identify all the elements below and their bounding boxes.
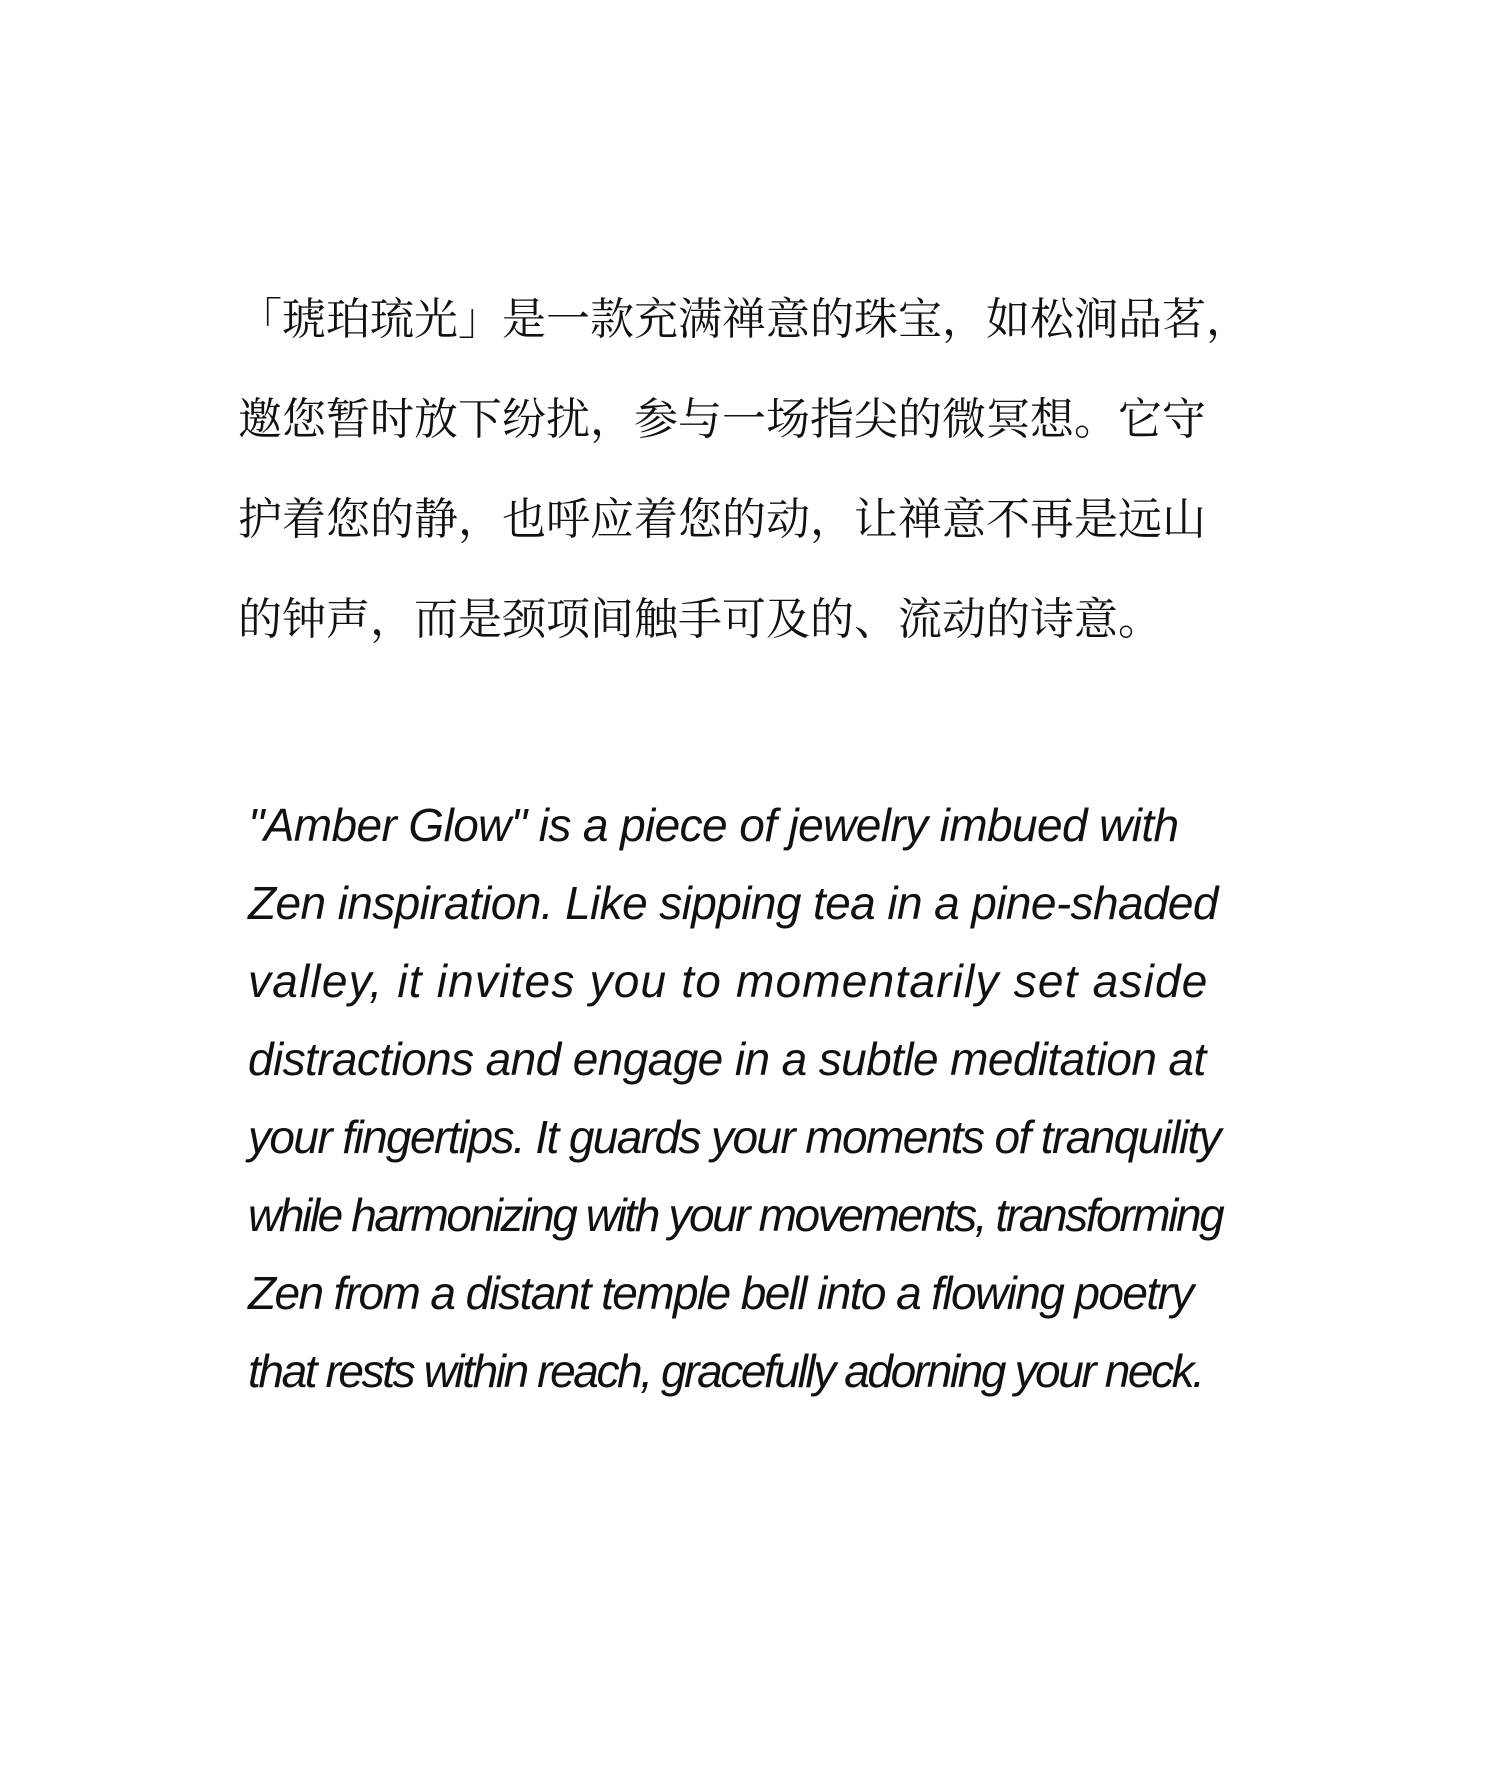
english-line-1: "Amber Glow" is a piece of jewelry imbued with bbox=[248, 799, 1179, 851]
english-line-5: your fingertips. It guards your moments of tranquility bbox=[248, 1111, 1221, 1163]
english-line-3: valley, it invites you to momentarily set aside bbox=[248, 955, 1209, 1007]
chinese-line-4: 的钟声，而是颈项间触手可及的、流动的诗意。 bbox=[238, 594, 1162, 645]
chinese-paragraph bbox=[238, 270, 1278, 670]
english-line-6: while harmonizing with your movements, transforming bbox=[248, 1189, 1223, 1241]
english-paragraph bbox=[248, 786, 1288, 1410]
chinese-line-3: 护着您的静，也呼应着您的动，让禅意不再是远山 bbox=[238, 494, 1206, 545]
english-line-7: Zen from a distant temple bell into a flowing poetry bbox=[248, 1267, 1193, 1319]
chinese-line-2: 邀您暂时放下纷扰，参与一场指尖的微冥想。它守 bbox=[238, 394, 1206, 445]
english-line-8: that rests within reach, gracefully adorning your neck. bbox=[248, 1345, 1203, 1397]
english-line-4: distractions and engage in a subtle meditation at bbox=[248, 1033, 1206, 1085]
english-line-2: Zen inspiration. Like sipping tea in a pine-shaded bbox=[248, 877, 1218, 929]
chinese-line-1: 「琥珀琉光」是一款充满禅意的珠宝，如松涧品茗， bbox=[238, 294, 1250, 345]
